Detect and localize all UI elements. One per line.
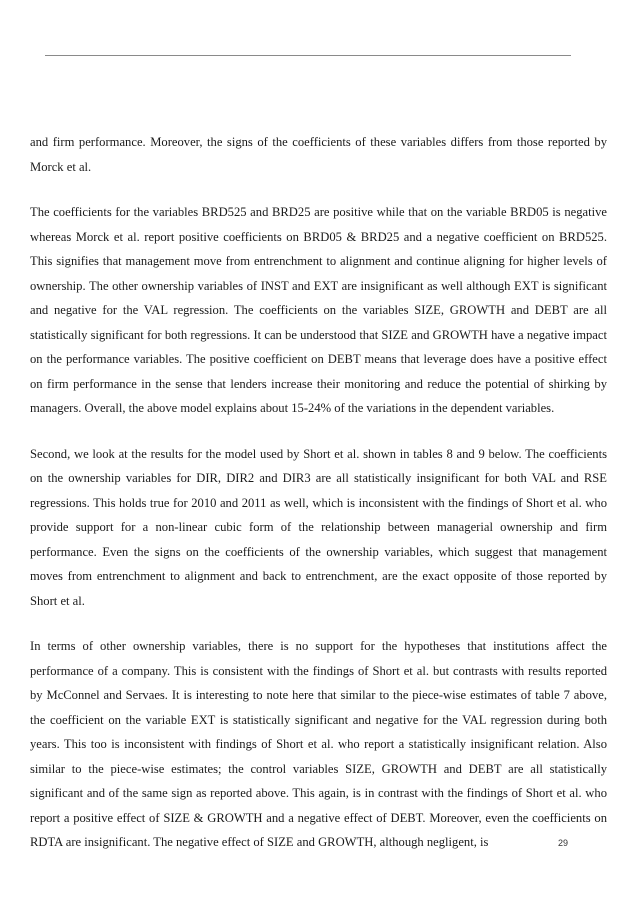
paragraph-2: The coefficients for the variables BRD525 and BRD25 are positive while that on the variable BRD05 is negative whereas Morck et al. report positive coefficients on BRD05 & BRD25 and a negative coefficient on BRD525. This signifies that management move from entrenchment to alignment and continue aligning for higher levels of ownership. The other ownership variables of INST and EXT are insignificant as well although EXT is significant and negative for the VAL regression. The coefficients on the variables SIZE, GROWTH and DEBT are all statistically significant for both regressions. It can be understood that SIZE and GROWTH have a negative impact on the performance variables. The positive coefficient on DEBT means that leverage does have a positive effect on firm performance in the sense that lenders increase their monitoring and reduce the potential of shirking by managers. Overall, the above model explains about 15-24% of the variations in the dependent variables. [30, 205, 607, 415]
paragraph-3: Second, we look at the results for the model used by Short et al. shown in tables 8 and 9 below. The coefficients on the ownership variables for DIR, DIR2 and DIR3 are all statistically insignificant for both VAL and RSE regressions. This holds true for 2010 and 2011 as well, which is inconsistent with the findings of Short et al. who provide support for a non-linear cubic form of the relationship between managerial ownership and firm performance. Even the signs on the coefficients of the ownership variables, which suggest that management moves from entrenchment to alignment and back to entrenchment, are the exact opposite of those reported by Short et al. [30, 446, 607, 608]
body-text [30, 130, 607, 876]
header-rule [45, 55, 571, 56]
paragraph-1: and firm performance. Moreover, the signs of the coefficients of these variables differs from those reported by Morck et al. [30, 135, 607, 174]
paragraph-4: In terms of other ownership variables, there is no support for the hypotheses that institutions affect the performance of a company. This is consistent with the findings of Short et al. but contrasts with results reported by McConnel and Servaes. It is interesting to note here that similar to the piece-wise estimates of table 7 above, the coefficient on the variable EXT is statistically significant and negative for the VAL regression during both years. This too is inconsistent with findings of Short et al. who report a statistically insignificant relation. Also similar to the piece-wise estimates; the control variables SIZE, GROWTH and DEBT are all statistically significant and of the same sign as reported above. This again, is in contrast with the findings of Short et al. who report a positive effect of SIZE & GROWTH and a negative effect of DEBT. Moreover, even the coefficients on RDTA are insignificant. The negative effect of SIZE and GROWTH, although negligent, is [30, 639, 607, 849]
page-number: 29 [558, 838, 569, 848]
